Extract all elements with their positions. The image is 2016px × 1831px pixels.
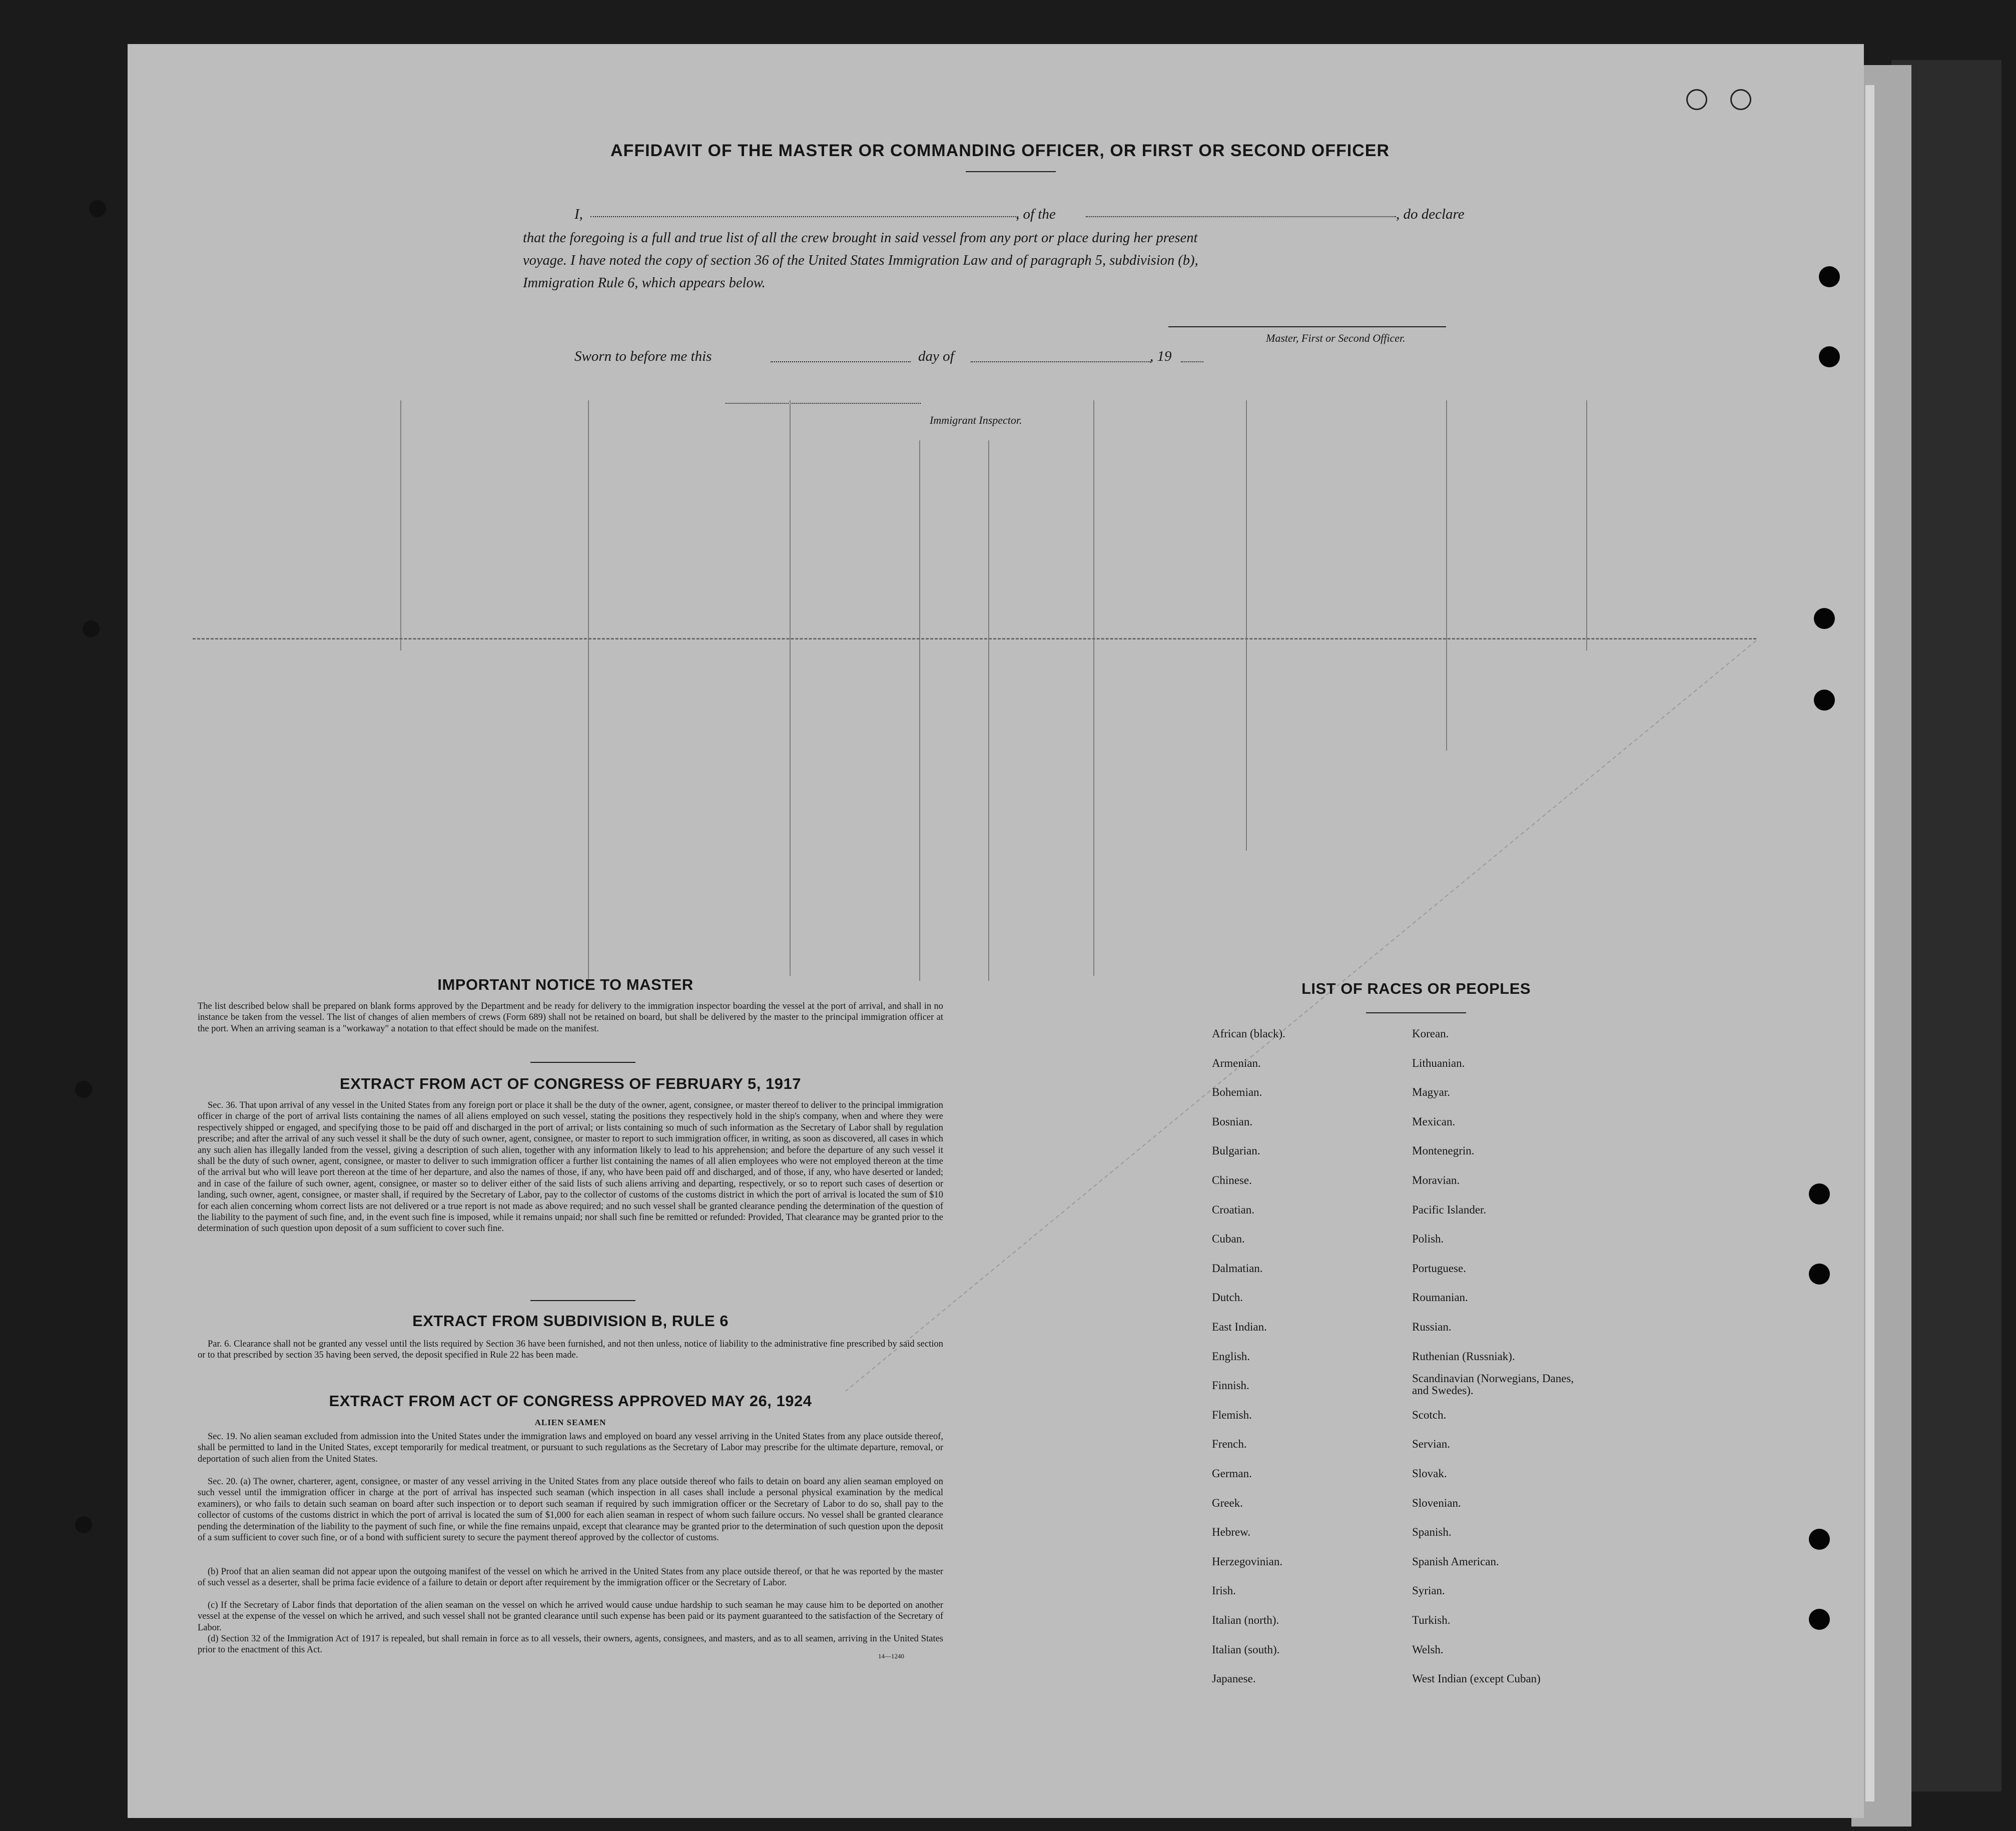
race-item: Scandinavian (Norwegians, Danes, and Swedes). [1412,1372,1574,1397]
extract-1924-sec20d: (d) Section 32 of the Immigration Act of 1917 is repealed, but shall remain in force as to all vessels, their owners, agents, consignees, and masters, and as to all seamen, arriving in the United States prior to the enactment of this Act. [198,1634,943,1655]
extract-1924-title: EXTRACT FROM ACT OF CONGRESS APPROVED MAY 26, 1924 [329,1392,812,1410]
race-item: Ruthenian (Russniak). [1412,1350,1515,1363]
divider [1366,1012,1466,1013]
race-item: Bohemian. [1212,1086,1262,1099]
inspector-caption: Immigrant Inspector. [930,414,1022,426]
race-item: East Indian. [1212,1321,1267,1333]
divider [530,1062,635,1063]
race-item: Syrian. [1412,1584,1445,1597]
affidavit-title: AFFIDAVIT OF THE MASTER OR COMMANDING OFFICER, OR FIRST OR SECOND OFFICER [610,141,1390,160]
race-item: Korean. [1412,1027,1449,1040]
race-item: Roumanian. [1412,1291,1468,1304]
race-item: Slovak. [1412,1467,1447,1480]
affidavit-line-2: that the foregoing is a full and true list of all the crew brought in said vessel from any port or place during her present [523,230,1198,246]
race-item: English. [1212,1350,1250,1363]
notice-title: IMPORTANT NOTICE TO MASTER [437,976,694,993]
race-item: Dalmatian. [1212,1262,1263,1275]
race-item: Italian (north). [1212,1614,1279,1626]
race-item: Lithuanian. [1412,1056,1465,1069]
affidavit-line-3: voyage. I have noted the copy of section 36 of the United States Immigration Law and of paragraph 5, subdivision (b), [523,253,1198,268]
race-item: Montenegrin. [1412,1144,1475,1157]
race-item: Pacific Islander. [1412,1203,1487,1216]
extract-1917-title: EXTRACT FROM ACT OF CONGRESS OF FEBRUARY 5, 1917 [340,1075,801,1092]
of-the-label: , of the [1016,206,1056,222]
race-item: Polish. [1412,1233,1444,1246]
race-item: Hebrew. [1212,1526,1251,1539]
race-item: Flemish. [1212,1408,1252,1421]
race-item: German. [1212,1467,1252,1480]
form-number: 14—1240 [878,1652,904,1660]
year-label: , 19 [1150,348,1172,364]
race-item: Italian (south). [1212,1643,1280,1656]
race-item: Cuban. [1212,1233,1245,1246]
race-item: Moravian. [1412,1174,1460,1186]
race-item: West Indian (except Cuban) [1412,1672,1541,1685]
extract-1924-sec20b: (b) Proof that an alien seaman did not appear upon the outgoing manifest of the vessel on which he arrived in the United States from any place outside thereof, or that he was reported by the master of such vessel as a deserter, shall be prima facie evidence of a failure to detain or deport after requirement by the immigration officer or the Secretary of Labor. [198,1567,943,1588]
race-item: Chinese. [1212,1174,1252,1186]
race-item: Dutch. [1212,1291,1243,1304]
race-item: Turkish. [1412,1614,1451,1626]
race-item: Servian. [1412,1438,1451,1451]
race-item: Armenian. [1212,1056,1261,1069]
race-item: Herzegovinian. [1212,1555,1283,1568]
race-item: Japanese. [1212,1672,1256,1685]
i-label: I, [574,206,583,222]
race-item: Spanish. [1412,1526,1452,1539]
race-item: Irish. [1212,1584,1236,1597]
rule6-title: EXTRACT FROM SUBDIVISION B, RULE 6 [412,1312,729,1330]
extract-1924-subtitle: ALIEN SEAMEN [534,1418,606,1427]
race-item: Bosnian. [1212,1115,1253,1128]
race-item: Bulgarian. [1212,1144,1260,1157]
extract-1917-body: Sec. 36. That upon arrival of any vessel in the United States from any foreign port or place it shall be the duty of the owner, agent, consignee, or master thereof to deliver to the principal immigration officer in charge of the port of arrival lists containing the names of all aliens employed on such vessel, stating the positions they respectively hold in the ship's company, when and where they were respectively shipped or engaged, and specifying those to be paid off and discharged in the port of arrival; or lists containing so much of such information as the Secretary of Labor shall by regulation prescribe; and after the arrival of any such vessel it shall be the duty of such owner, agent, consignee, or master to report to such immigration officer, in writing, as soon as discovered, all cases in which any such alien has illegally landed from the vessel, giving a description of such alien, together with any information likely to lead to his apprehension; and before the departure of any such vessel it shall be the duty of such owner, agent, consignee, or master to deliver to such immigration officer a further list containing the names of all alien employees who were not employed thereon at the time of the arrival but who will leave port thereon at the time of her departure, and also the names of those, if any, who have been paid off and discharged, and of those, if any, who have deserted or landed; and in case of the failure of such owner, agent, consignee, or master so to deliver either of the said lists of such aliens arriving and departing, respectively, or so to report such cases of desertion or landing, such owner, agent, consignee, or master shall, if required by the Secretary of Labor, pay to the collector of customs of the customs district in which the port of arrival is located the sum of $10 for each alien concerning whom correct lists are not delivered or a true report is not made as above required; and no such vessel shall be granted clearance pending the determination of the question of the liability to the payment of such fine, and, in the event such fine is imposed, while it remains unpaid; nor shall such fine be remitted or refunded: Provided, That clearance may be granted prior to the determination of such question upon deposit of a sum sufficient to cover such fine. [198,1100,943,1234]
race-item: Scotch. [1412,1408,1447,1421]
race-item: Portuguese. [1412,1262,1466,1275]
races-title: LIST OF RACES OR PEOPLES [1301,980,1531,997]
race-item: Mexican. [1412,1115,1456,1128]
day-of-label: day of [918,348,954,364]
do-declare-label: , do declare [1396,206,1465,222]
rule6-body: Par. 6. Clearance shall not be granted any vessel until the lists required by Section 36 have been furnished, and not then unless, notice of liability to the administrative fine prescribed by said section or to that prescribed by section 35 having been served, the deposit specified in Rule 22 has been made. [198,1339,943,1361]
extract-1924-sec20c: (c) If the Secretary of Labor finds that deportation of the alien seaman on the vessel on which he arrived would cause undue hardship to such seaman he may cause him to be deported on another vessel at the expense of the vessel on which he arrived, and such vessel shall not be granted clearance until such expense has been paid or its payment guaranteed to the satisfaction of the Secretary of Labor. [198,1600,943,1633]
race-item: Slovenian. [1412,1496,1461,1509]
extract-1924-sec19: Sec. 19. No alien seaman excluded from admission into the United States under the immigration laws and employed on board any vessel arriving in the United States from any place outside thereof, shall be permitted to land in the United States, except temporarily for medical treatment, or pursuant to such regulations as the Secretary of Labor may prescribe for the ultimate departure, removal, or deportation of such alien from the United States. [198,1432,943,1464]
race-item: Greek. [1212,1496,1243,1509]
sworn-label: Sworn to before me this [574,348,712,364]
race-item: Magyar. [1412,1086,1451,1099]
affidavit-line-4: Immigration Rule 6, which appears below. [523,275,766,291]
race-item: Spanish American. [1412,1555,1499,1568]
extract-1924-sec20a: Sec. 20. (a) The owner, charterer, agent, consignee, or master of any vessel arriving in the United States from any place outside thereof who fails to detain on board any alien seaman employed on such vessel until the immigration officer in charge at the port of arrival has inspected such seaman (which inspection in all cases shall include a personal physical examination by the medical examiners), or who fails to detain such seaman on board after such inspection or to deport such seaman if required by such immigration officer or the Secretary of Labor to do so, shall pay to the collector of customs of the customs district in which the port of arrival is located the sum of $1,000 for each alien seaman in respect of whom such failure occurs. No vessel shall be granted clearance pending the determination of the liability to the payment of such fine, or while the fine remains unpaid, except that clearance may be granted prior to the determination of such question upon the deposit of a sum sufficient to cover such fine, or of a bond with sufficient surety to secure the payment thereof approved by the collector of customs. [198,1477,943,1543]
notice-body: The list described below shall be prepared on blank forms approved by the Department and be ready for delivery to the immigration inspector boarding the vessel at the port of arrival, and shall in no instance be taken from the vessel. The list of changes of alien members of crews (Form 689) shall not be retained on board, but shall be delivered by the master to the principal immigration officer at the port. When an arriving seaman is a "workaway" a notation to that effect should be made on the manifest. [198,1001,943,1034]
race-item: Croatian. [1212,1203,1254,1216]
race-item: Russian. [1412,1321,1452,1333]
race-item: African (black). [1212,1027,1285,1040]
divider [530,1300,635,1301]
race-item: Welsh. [1412,1643,1444,1656]
race-item: Finnish. [1212,1379,1249,1392]
race-item: French. [1212,1438,1247,1451]
master-caption: Master, First or Second Officer. [1266,332,1406,344]
